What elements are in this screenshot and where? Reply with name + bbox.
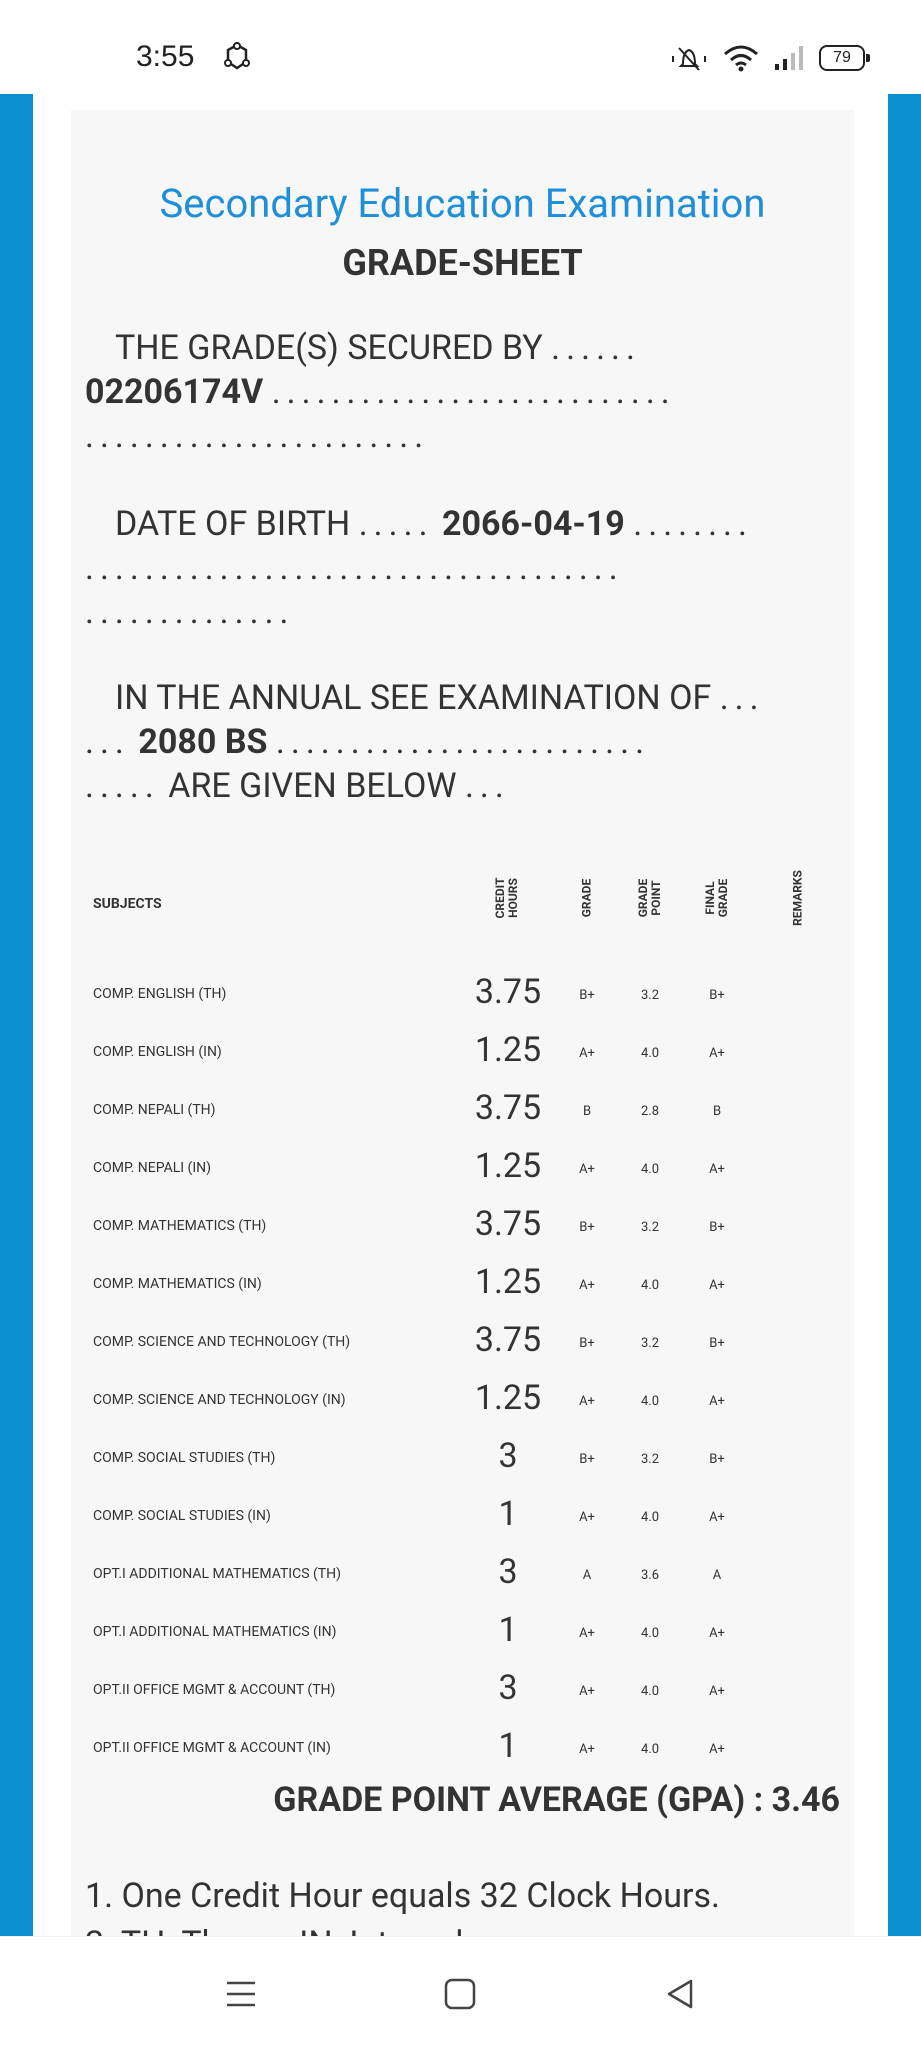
subject-cell: COMP. ENGLISH (TH) (93, 986, 227, 1002)
grade-point-cell: 4.0 (640, 1684, 660, 1699)
dob-label: DATE OF BIRTH (115, 504, 351, 544)
final-grade-cell: B+ (709, 1336, 725, 1351)
credit-hours-cell: 1 (498, 1610, 518, 1650)
subject-cell: COMP. SCIENCE AND TECHNOLOGY (IN) (93, 1392, 346, 1408)
battery-icon (819, 45, 865, 71)
page-border-left (0, 94, 33, 1936)
home-icon[interactable] (435, 1969, 485, 2019)
subject-cell: COMP. SOCIAL STUDIES (IN) (93, 1508, 271, 1524)
dob-section: DATE OF BIRTH ..... 2066-04-19 ........ .................................... .............. (85, 504, 753, 632)
grade-point-cell: 4.0 (640, 1278, 660, 1293)
credit-hours-cell: 3 (498, 1436, 518, 1476)
page-border-right (888, 94, 921, 1936)
secured-by-label: THE GRADE(S) SECURED BY (115, 328, 543, 368)
grade-point-cell: 4.0 (640, 1162, 660, 1177)
header-grade-point: GRADE POINT (636, 878, 663, 918)
subject-cell: COMP. ENGLISH (IN) (93, 1044, 222, 1060)
subject-cell: COMP. SCIENCE AND TECHNOLOGY (TH) (93, 1334, 351, 1350)
final-grade-cell: B+ (709, 988, 725, 1003)
back-icon[interactable] (655, 1969, 705, 2019)
credit-hours-cell: 3 (498, 1552, 518, 1592)
final-grade-cell: A+ (709, 1162, 725, 1177)
final-grade-cell: A (712, 1568, 722, 1583)
subject-cell: OPT.II OFFICE MGMT & ACCOUNT (IN) (93, 1740, 331, 1756)
exam-section: IN THE ANNUAL SEE EXAMINATION OF ... ... 2080 BS ......................... ..... ARE GIVEN BELOW ... (85, 678, 765, 806)
credit-hours-cell: 3.75 (474, 972, 542, 1012)
grade-cell: A+ (579, 1684, 595, 1699)
grades-table (93, 828, 843, 1780)
grade-cell: A (582, 1568, 592, 1583)
note-credit-hours: 1. One Credit Hour equals 32 Clock Hours. (85, 1876, 721, 1916)
table-row (93, 1258, 843, 1316)
subject-cell: COMP. NEPALI (IN) (93, 1160, 211, 1176)
grade-point-cell: 2.8 (640, 1104, 660, 1119)
grade-cell: B+ (579, 1452, 595, 1467)
navigation-bar (0, 1936, 921, 2048)
subject-cell: COMP. MATHEMATICS (IN) (93, 1276, 262, 1292)
header-grade: GRADE (579, 878, 594, 918)
final-grade-cell: A+ (709, 1278, 725, 1293)
table-row (93, 1606, 843, 1664)
grade-cell: A+ (579, 1162, 595, 1177)
status-icons (669, 42, 865, 74)
grade-point-cell: 3.2 (640, 988, 660, 1003)
gpa-summary: GRADE POINT AVERAGE (GPA) : 3.46 (273, 1780, 840, 1820)
credit-hours-cell: 1.25 (474, 1030, 542, 1070)
grade-cell: A+ (579, 1626, 595, 1641)
grade-cell: A+ (579, 1278, 595, 1293)
table-row (93, 1664, 843, 1722)
grade-cell: A+ (579, 1394, 595, 1409)
subject-cell: OPT.I ADDITIONAL MATHEMATICS (TH) (93, 1566, 342, 1582)
final-grade-cell: A+ (709, 1510, 725, 1525)
mute-icon (669, 44, 709, 72)
credit-hours-cell: 1.25 (474, 1262, 542, 1302)
table-row (93, 1374, 843, 1432)
subject-cell: OPT.II OFFICE MGMT & ACCOUNT (TH) (93, 1682, 336, 1698)
credit-hours-cell: 3.75 (474, 1088, 542, 1128)
grade-point-cell: 3.2 (640, 1452, 660, 1467)
subject-cell: COMP. NEPALI (TH) (93, 1102, 216, 1118)
table-row (93, 1026, 843, 1084)
exam-label: IN THE ANNUAL SEE EXAMINATION OF (115, 678, 712, 718)
subject-cell: OPT.I ADDITIONAL MATHEMATICS (IN) (93, 1624, 337, 1640)
symbol-number: 02206174V (85, 372, 264, 412)
credit-hours-cell: 1.25 (474, 1378, 542, 1418)
table-header (93, 828, 843, 968)
final-grade-cell: A+ (709, 1626, 725, 1641)
grade-point-cell: 4.0 (640, 1394, 660, 1409)
table-row (93, 1084, 843, 1142)
table-row (93, 968, 843, 1026)
credit-hours-cell: 3 (498, 1668, 518, 1708)
grade-point-cell: 4.0 (640, 1046, 660, 1061)
grade-cell: A+ (579, 1510, 595, 1525)
grade-cell: B+ (579, 1336, 595, 1351)
final-grade-cell: A+ (709, 1046, 725, 1061)
final-grade-cell: B+ (709, 1452, 725, 1467)
grade-point-cell: 3.2 (640, 1336, 660, 1351)
grade-point-cell: 3.2 (640, 1220, 660, 1235)
subject-cell: COMP. MATHEMATICS (TH) (93, 1218, 267, 1234)
grade-cell: B+ (579, 988, 595, 1003)
signal-icon (773, 44, 805, 72)
status-bar (0, 0, 921, 94)
credit-hours-cell: 3.75 (474, 1320, 542, 1360)
exam-year: 2080 BS (138, 722, 268, 762)
header-subjects: SUBJECTS (93, 896, 162, 912)
grade-sheet (71, 110, 854, 1936)
credit-hours-cell: 1 (498, 1726, 518, 1766)
credit-hours-cell: 3.75 (474, 1204, 542, 1244)
table-row (93, 1316, 843, 1374)
sheet-subtitle: GRADE-SHEET (342, 242, 583, 284)
table-row (93, 1722, 843, 1780)
grade-cell: B+ (579, 1220, 595, 1235)
table-row (93, 1548, 843, 1606)
final-grade-cell: B+ (709, 1220, 725, 1235)
exam-title: Secondary Education Examination (159, 180, 766, 227)
final-grade-cell: A+ (709, 1684, 725, 1699)
credit-hours-cell: 1.25 (474, 1146, 542, 1186)
grade-cell: B (582, 1104, 592, 1119)
grade-point-cell: 4.0 (640, 1510, 660, 1525)
dob-value: 2066-04-19 (441, 504, 625, 544)
credit-hours-cell: 1 (498, 1494, 518, 1534)
grade-cell: A+ (579, 1742, 595, 1757)
battery-level: 79 (833, 49, 851, 66)
secured-by-section: THE GRADE(S) SECURED BY ...... 02206174V ........................... ....................... (85, 328, 676, 456)
header-final-grade: FINAL GRADE (703, 878, 730, 918)
status-time: 3:55 (136, 40, 195, 73)
final-grade-cell: B (712, 1104, 722, 1119)
grade-point-cell: 3.6 (640, 1568, 660, 1583)
final-grade-cell: A+ (709, 1742, 725, 1757)
table-row (93, 1490, 843, 1548)
sync-icon (222, 42, 252, 72)
grade-point-cell: 4.0 (640, 1626, 660, 1641)
menu-icon[interactable] (216, 1969, 266, 2019)
grade-cell: A+ (579, 1046, 595, 1061)
header-credit-hours: CREDIT HOURS (493, 877, 520, 919)
wifi-icon (723, 44, 759, 72)
subject-cell: COMP. SOCIAL STUDIES (TH) (93, 1450, 276, 1466)
table-row (93, 1432, 843, 1490)
table-row (93, 1142, 843, 1200)
header-remarks: REMARKS (790, 870, 805, 926)
grade-point-cell: 4.0 (640, 1742, 660, 1757)
table-row (93, 1200, 843, 1258)
table-body (93, 968, 843, 1780)
final-grade-cell: A+ (709, 1394, 725, 1409)
given-below-label: ARE GIVEN BELOW (168, 766, 457, 806)
